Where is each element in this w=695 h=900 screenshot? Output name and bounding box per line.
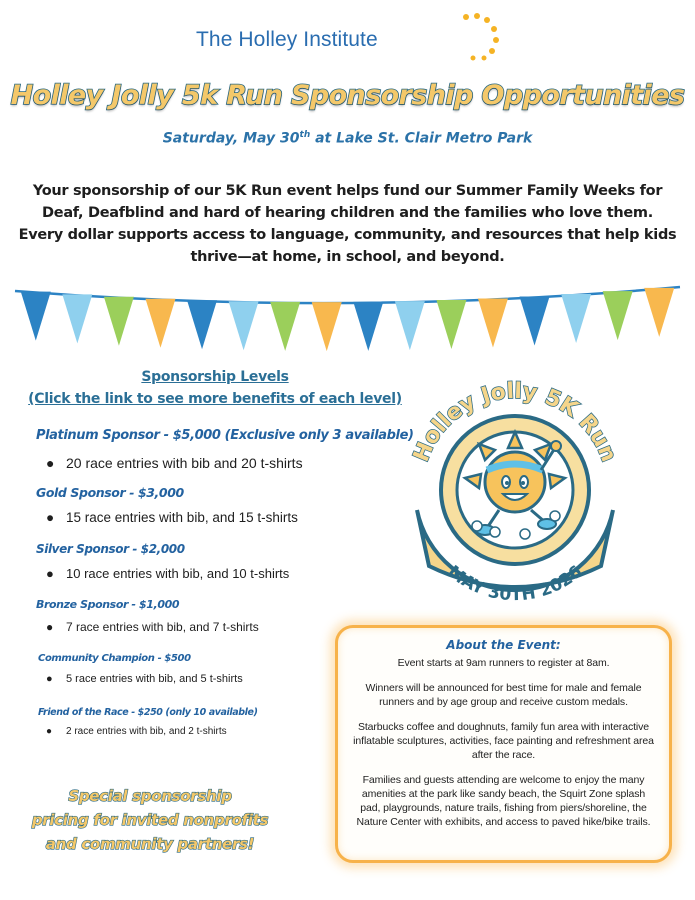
bunting-flag bbox=[395, 301, 425, 350]
bunting-flag bbox=[270, 302, 300, 351]
bunting-flag bbox=[436, 300, 466, 349]
bunting-flag bbox=[229, 301, 259, 350]
about-amenities-race: Starbucks coffee and doughnuts, family fun area with interactive inflatable sculptures, activities, face painting and refreshment area after the race. bbox=[353, 721, 654, 761]
tier-silver-benefit: ● 10 race entries with bib, and 10 t-shirts bbox=[46, 566, 290, 581]
bunting-flag bbox=[187, 300, 217, 349]
event-date-location: Saturday, May 30th at Lake St. Clair Metro Park bbox=[162, 130, 533, 147]
benefits-link[interactable]: (Click the link to see more benefits of each level) bbox=[28, 391, 402, 407]
sponsorship-levels-heading[interactable]: Sponsorship Levels (Click the link to see more benefits of each level) bbox=[0, 366, 430, 410]
bunting-flag bbox=[561, 294, 591, 343]
tier-platinum-benefit: ● 20 race entries with bib and 20 t-shirts bbox=[46, 455, 303, 471]
page-title: Holley Jolly 5k Run Sponsorship Opportunities bbox=[10, 80, 685, 111]
about-event-box bbox=[335, 625, 672, 863]
tier-bronze-title[interactable]: Bronze Sponsor - $1,000 bbox=[36, 598, 180, 611]
bunting-flag bbox=[520, 296, 550, 345]
tier-platinum-title[interactable]: Platinum Sponsor - $5,000 (Exclusive only 3 available) bbox=[36, 428, 414, 443]
bunting-flag bbox=[62, 294, 92, 343]
about-park-amenities: Families and guests attending are welcome to enjoy the many amenities at the park like sandy beach, the Squirt Zone splash pad, playgrounds, nature trails, fishing from piers/shoreline, the Nature Center with exhibits, and access to paved hike/bike trails. bbox=[356, 774, 651, 828]
tier-silver-title[interactable]: Silver Sponsor - $2,000 bbox=[36, 542, 185, 556]
tier-gold-title[interactable]: Gold Sponsor - $3,000 bbox=[36, 485, 184, 500]
bunting-flag bbox=[145, 299, 175, 348]
badge-top-text: Holley Jolly 5K Run bbox=[409, 378, 621, 466]
about-start-time: Event starts at 9am runners to register at 8am. bbox=[397, 657, 610, 669]
badge-bottom-text: MAY 30TH 2026 bbox=[443, 561, 587, 606]
about-winners: Winners will be announced for best time for male and female runners and by age group and receive custom medals. bbox=[365, 682, 642, 708]
special-pricing-note: Special sponsorship pricing for invited nonprofits and community partners! bbox=[31, 787, 269, 853]
tier-bronze-benefit: ● 7 race entries with bib, and 7 t-shirts bbox=[46, 620, 259, 634]
bunting-flag bbox=[353, 302, 383, 351]
bunting-flag bbox=[603, 291, 633, 340]
bunting-banner bbox=[10, 285, 685, 365]
race-badge-logo bbox=[395, 370, 635, 610]
tier-friend-of-race-benefit: ● 2 race entries with bib, and 2 t-shirts bbox=[46, 726, 227, 737]
sun-dots-icon bbox=[444, 12, 504, 62]
bunting-flag bbox=[21, 292, 51, 341]
tier-gold-benefit: ● 15 race entries with bib, and 15 t-shirts bbox=[46, 510, 298, 525]
about-event-title: About the Event: bbox=[446, 638, 561, 652]
bunting-flag bbox=[478, 298, 508, 347]
bunting-flag bbox=[312, 302, 342, 351]
org-name: The Holley Institute bbox=[196, 28, 378, 51]
intro-paragraph: Your sponsorship of our 5K Run event helps fund our Summer Family Weeks for Deaf, Deafblind and hard of hearing children and the families who love them. Every dollar supports access to language, community, and resources that help kids thrive—at home, in school, and beyond. bbox=[18, 183, 677, 265]
tier-community-champion-benefit: ● 5 race entries with bib, and 5 t-shirts bbox=[46, 673, 243, 685]
bunting-flag bbox=[104, 297, 134, 346]
holley-institute-logo bbox=[196, 12, 506, 62]
tier-friend-of-race-title[interactable]: Friend of the Race - $250 (only 10 available) bbox=[38, 707, 258, 718]
tier-community-champion-title[interactable]: Community Champion - $500 bbox=[38, 653, 191, 664]
bunting-flag bbox=[644, 288, 674, 337]
